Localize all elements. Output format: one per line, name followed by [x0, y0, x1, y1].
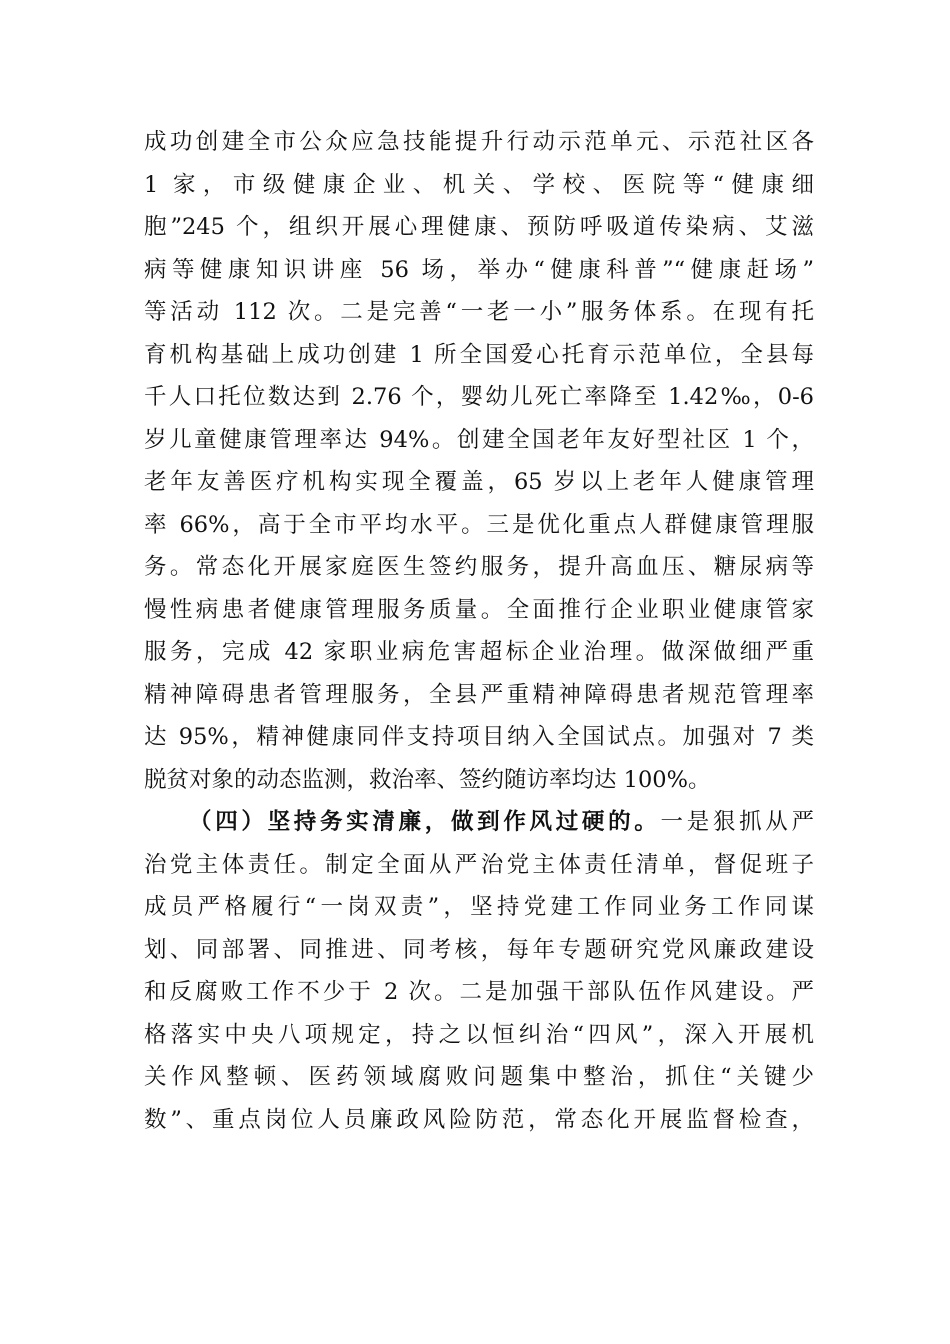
section-heading-line — [144, 801, 814, 844]
text-line: 岁儿童健康管理率达 94%。创建全国老年友好型社区 1 个， — [144, 426, 814, 453]
section-heading-rest: 一是狠抓从严 — [660, 809, 814, 835]
text-line: 胞”245 个，组织开展心理健康、预防呼吸道传染病、艾滋 — [144, 214, 814, 240]
text-line: 治党主体责任。制定全面从严治党主体责任清单，督促班子 — [144, 851, 814, 878]
text-line: 千人口托位数达到 2.76 个，婴幼儿死亡率降至 1.42‰，0-6 — [144, 384, 814, 410]
text-line: 达 95%，精神健康同伴支持项目纳入全国试点。加强对 7 类 — [144, 724, 814, 750]
text-line: 成功创建全市公众应急技能提升行动示范单元、示范社区各 — [144, 129, 814, 155]
document-body — [144, 121, 814, 1141]
text-line: 关作风整顿、医药领域腐败问题集中整治，抓住“关键少 — [144, 1064, 814, 1090]
text-line: 和反腐败工作不少于 2 次。二是加强干部队伍作风建设。严 — [144, 979, 814, 1005]
text-line: 慢性病患者健康管理服务质量。全面推行企业职业健康管家 — [144, 596, 814, 623]
text-line: 成员严格履行“一岗双责”，坚持党建工作同业务工作同谋 — [144, 894, 814, 920]
text-line: 格落实中央八项规定，持之以恒纠治“四风”，深入开展机 — [144, 1021, 814, 1048]
text-line: 脱贫对象的动态监测，救治率、签约随访率均达 100%。 — [144, 766, 711, 793]
text-line: 等活动 112 次。二是完善“一老一小”服务体系。在现有托 — [144, 299, 814, 325]
text-line: 划、同部署、同推进、同考核，每年专题研究党风廉政建设 — [144, 936, 814, 963]
text-line: 务。常态化开展家庭医生签约服务，提升高血压、糖尿病等 — [144, 554, 814, 580]
section-heading: （四）坚持务实清廉，做到作风过硬的。 — [189, 809, 661, 835]
text-line: 育机构基础上成功创建 1 所全国爱心托育示范单位，全县每 — [144, 341, 814, 368]
text-line: 1 家，市级健康企业、机关、学校、医院等“健康细 — [144, 171, 814, 198]
text-line: 老年友善医疗机构实现全覆盖，65 岁以上老年人健康管理 — [144, 469, 814, 495]
text-line: 病等健康知识讲座 56 场，举办“健康科普”“健康赶场” — [144, 256, 814, 283]
text-line: 数”、重点岗位人员廉政风险防范，常态化开展监督检查， — [144, 1106, 814, 1133]
text-line: 服务，完成 42 家职业病危害超标企业治理。做深做细严重 — [144, 639, 814, 665]
text-line: 精神障碍患者管理服务，全县严重精神障碍患者规范管理率 — [144, 681, 814, 708]
text-line: 率 66%，高于全市平均水平。三是优化重点人群健康管理服 — [144, 511, 814, 538]
